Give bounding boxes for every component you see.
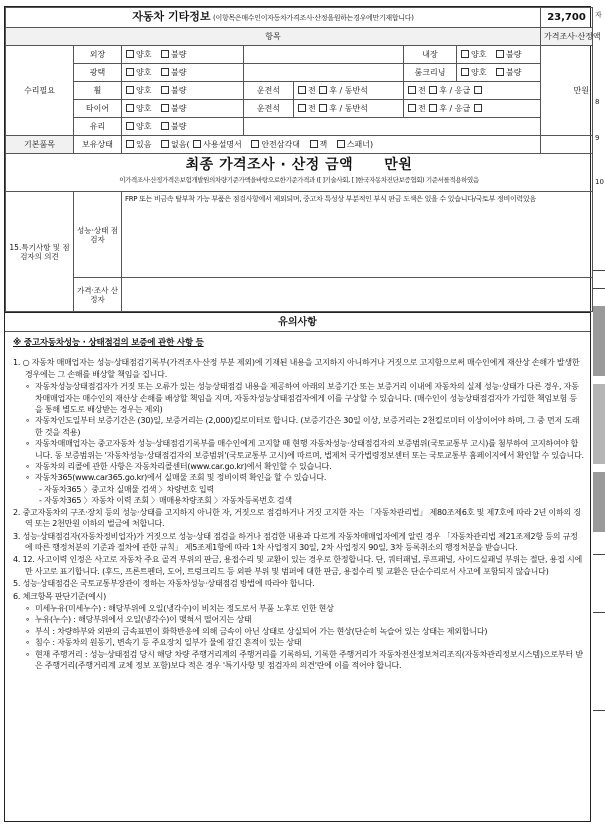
special-notes-inspector-row [6,192,593,278]
repair-row-glass: 유리 양호 불량 [6,118,593,136]
basic-yes-checkbox[interactable] [126,140,134,148]
notice-items [13,357,584,671]
wheel-label: 휠 [74,82,122,100]
final-price-note: 이가격조사·산정가격은보험개발원의차량기준가액을바탕으로한기준가격과 ([ ]기술사회, [ ]한국자동차진단보증협회) 기준서를적용하였음 [119,176,479,184]
strip-divider [593,270,605,271]
repair-price-cell [541,46,593,136]
glass-good-checkbox[interactable] [126,122,134,130]
repair-row-exterior: 수리필요 외장 양호 불량 내장 양호 불량 만원 [6,46,593,64]
strip-char-1: 자 [595,11,602,19]
strip-image-block [593,472,605,532]
repair-unit: 만원 [573,85,589,95]
room-cleaning-label: 룸크리닝 [404,64,457,82]
wheel-passenger-rear-checkbox[interactable] [429,86,437,94]
strip-char-2: 8 [595,98,600,106]
column-header-row [6,28,593,46]
interior-label: 내장 [404,46,457,64]
gloss-label: 광택 [74,64,122,82]
glass-label: 유리 [74,118,122,136]
triangle-checkbox[interactable] [251,140,259,148]
tire-bad-checkbox[interactable] [161,104,169,112]
interior-bad-checkbox[interactable] [496,50,504,58]
inspector-opinion-text: FRP 또는 비금속 탈부착 가능 부품은 점검사항에서 제외되며, 중고차 특성상 부분적인 부식 판금 도색은 있을 수 있습니다/국토부 정비이력있음 [122,192,593,278]
wheel-driver-front-checkbox[interactable] [298,86,306,94]
room-cleaning-good-checkbox[interactable] [461,68,469,76]
tire-passenger-seat-label: 동반석 [344,103,368,113]
room-cleaning-bad-checkbox[interactable] [496,68,504,76]
strip-divider [593,554,605,555]
tire-emergency-checkbox[interactable] [474,104,482,112]
notice-item: ∘ 누유(누수) : 해당부위에서 오일(냉각수)이 맺혀서 떨어지는 상태 [13,614,584,625]
final-price-unit: 만원 [384,157,413,173]
section-title: 자동차 기타정보 [132,10,211,23]
gloss-bad-checkbox[interactable] [161,68,169,76]
special-notes-label: 15.특기사항 및 점검자의 의견 [6,192,74,312]
tire-label: 타이어 [74,100,122,118]
basic-items-row: 기본품목 보유상태 있음 없음( 사용설명서 안전삼각대 잭 스패너) [6,136,593,154]
notice-item: ∘ 자동차성능상태점검자가 거짓 또는 오류가 있는 성능상태점검 내용을 제공하여 아래의 보증기간 또는 보증거리 이내에 자동차의 실제 성능·상태가 다른 경우, 자동차매매업자는 매수인의 재산상 손해를 배상할 책임을 지며, 자동차성능상태점검자에게 이를 구상할 수 있습니다. (매수인이 성능상태점검자가 가입한 책임보험 등을 통해 별도로 배상받는 경우는 제외) [13,381,584,415]
interior-good-checkbox[interactable] [461,50,469,58]
wheel-good-checkbox[interactable] [126,86,134,94]
col-price-header: 가격조사·산정액 [541,28,593,46]
notice-item: ∘ 침수 : 자동차의 원동기, 변속기 등 주요장치 일부가 물에 잠긴 흔적이 있는 상태 [13,637,584,648]
repair-section-label: 수리필요 [6,46,74,136]
adjacent-page-strip [593,6,605,822]
pricer-opinion-text [122,278,593,312]
notice-item: ∘ 현재 주행거리 : 성능·상태점검 당시 해당 차량 주행거리계의 주행거리를 기록하되, 기록한 주행거리가 자동차전산정보처리조직(자동차관리정보시스템)으로부터 받은 주행거리(주행거리계 교체 정보 포함)보다 적은 경우 '특기사항 및 점검자의 의견'란에 이를 적어야 합니다. [13,649,584,672]
notice-item: - 자동차365 〉중고차 실매물 검색 〉차량번호 입력 [39,484,214,494]
strip-char-4: 10 [595,178,604,186]
tire-driver-rear-checkbox[interactable] [319,104,327,112]
spanner-checkbox[interactable] [337,140,345,148]
tire-driver-seat-label: 운전석 [244,100,294,118]
strip-divider [593,288,605,289]
title-row [6,8,593,28]
tire-good-checkbox[interactable] [126,104,134,112]
tire-passenger-front-checkbox[interactable] [408,104,416,112]
notice-item: 2. 중고자동차의 구조·장치 등의 성능·상태를 고지하지 아니한 자, 거짓으로 점검하거나 거짓 고지한 자는 「자동차관리법」 제80조제6호 및 제7호에 따라 2년 이하의 징역 또는 2천만원 이하의 벌금에 처합니다. [13,507,581,529]
wheel-passenger-seat-label: 동반석 [344,85,368,95]
tire-driver-front-checkbox[interactable] [298,104,306,112]
notice-item: 4. 12. 사고이력 인정은 사고로 자동차 주요 골격 부위의 판금, 용접수리 및 교환이 있는 경우로 한정합니다. 단, 쿼터패널, 루프패널, 사이드실패널 부위는 절단, 용접 시에만 사고로 표기합니다. (후드, 프론트펜더, 도어, 트렁크리드 등 외판 부위 및 범퍼에 대한 판금, 용접수리 및 교환은 단순수리로서 사고에 포함되지 않습니다) [13,555,583,576]
special-notes-pricer-row [6,278,593,312]
strip-divider [593,612,605,613]
basic-status-label: 보유상태 [74,136,122,154]
final-price-row [6,154,593,192]
notice-item: ∘ 자동차매매업자는 중고자동차 성능·상태점검기록부를 매수인에게 고지할 때 현행 자동차성능·상태점검자의 보증범위(국토교통부 고시)를 첨부하여 고지하여야 합니다. 동 보증범위는 '자동차성능·상태점검자의 보증범위'(국토교통부 고시)에 따르며, 법제처 국가법령정보센터 또는 국토교통부 홈페이지에서 확인할 수 있습니다. [13,438,584,461]
final-price-title: 최종 가격조사 · 산정 금액 [185,157,354,173]
notice-item: ∘ 자동차의 리콜에 관한 사항은 자동차리콜센터(www.car.go.kr)에서 확인할 수 있습니다. [13,461,584,472]
notice-item: - 자동차365 〉자동차 이력 조회 〉매매용차량조회 〉자동차등록번호 검색 [39,496,292,506]
repair-row-tire: 타이어 양호 불량 운전석 전 후 / 동반석 전 후 / 응급 [6,100,593,118]
strip-image-block [593,306,605,376]
notice-item: 3. 성능·상태점검자(자동차정비업자)가 거짓으로 성능·상태 점검을 하거나 점검한 내용과 다르게 자동차매매업자에게 알린 경우 「자동차관리법 제21조제2항 등의 규정에 따른 행정처분의 기준과 절차에 관한 규칙」 제5조제1항에 따라 1차 사업정지 30일, 2차 사업정지 90일, 3차 등록취소의 행정처분을 받습니다. [13,531,578,552]
inspector-opinion-label: 성능·상태 점검자 [74,192,122,278]
notice-item: 5. 성능·상태점검은 국토교통부장관이 정하는 자동차성능·상태점검 방법에 따라야 합니다. [13,579,315,589]
manual-checkbox[interactable] [193,140,201,148]
tire-passenger-rear-checkbox[interactable] [429,104,437,112]
wheel-driver-rear-checkbox[interactable] [319,86,327,94]
notice-body [5,332,590,671]
notice-item: ∘ 부식 : 차량하부와 외판의 금속표면이 화학반응에 의해 금속이 아닌 상태로 상실되어 가는 현상(단순히 녹슬어 있는 상태는 제외합니다) [13,626,584,637]
jack-checkbox[interactable] [310,140,318,148]
repair-row-gloss: 광택 양호 불량 룸크리닝 양호 불량 [6,64,593,82]
notice-item: ∘ 자동차인도일부터 보증기간은 (30)일, 보증거리는 (2,000)킬로미터로 합니다. (보증기간은 30일 이상, 보증거리는 2천킬로미터 이상이어야 하며, 그 중 먼저 도래한 것을 적용) [13,415,584,438]
strip-char-3: 9 [595,134,600,142]
pricer-opinion-label: 가격·조사 산정자 [74,278,122,312]
wheel-emergency-checkbox[interactable] [474,86,482,94]
exterior-label: 외장 [74,46,122,64]
col-item-header: 항목 [6,28,541,46]
notice-heading: ※ 중고자동차성능 · 상태점검의 보증에 관한 사항 등 [13,338,204,348]
wheel-bad-checkbox[interactable] [161,86,169,94]
header-price: 23,700 [541,8,593,28]
wheel-passenger-front-checkbox[interactable] [408,86,416,94]
notice-title: 유의사항 [5,312,590,332]
strip-image-block [593,384,605,464]
notice-item: 6. 체크항목 판단기준(예시) [13,591,107,601]
notice-item: ∘ 미세누유(미세누수) : 해당부위에 오일(냉각수)이 비치는 정도로서 부품 노후로 인한 현상 [13,603,584,614]
exterior-bad-checkbox[interactable] [161,50,169,58]
repair-row-wheel: 휠 양호 불량 운전석 전 후 / 동반석 전 후 / 응급 [6,82,593,100]
strip-divider [593,710,605,711]
basic-no-checkbox[interactable] [161,140,169,148]
basic-section-label: 기본품목 [6,136,74,154]
glass-bad-checkbox[interactable] [161,122,169,130]
section-subtitle: (이항목은매수인이자동차가격조사·산정을원하는경우에만기재합니다) [213,14,414,22]
wheel-driver-seat-label: 운전석 [244,82,294,100]
notice-item: 1. ○ 자동차 매매업자는 성능·상태점검기록부(가격조사·산정 부분 제외)에 기재된 내용을 고지하지 아니하거나 거짓으로 고지함으로써 매수인에게 재산상 손해가 발생한 경우에는 그 손해를 배상할 책임을 집니다. [13,358,580,379]
notice-item: ∘ 자동차365(www.car365.go.kr)에서 실매물 조회 및 정비이력 확인을 할 수 있습니다. [13,472,584,483]
gloss-good-checkbox[interactable] [126,68,134,76]
exterior-good-checkbox[interactable] [126,50,134,58]
